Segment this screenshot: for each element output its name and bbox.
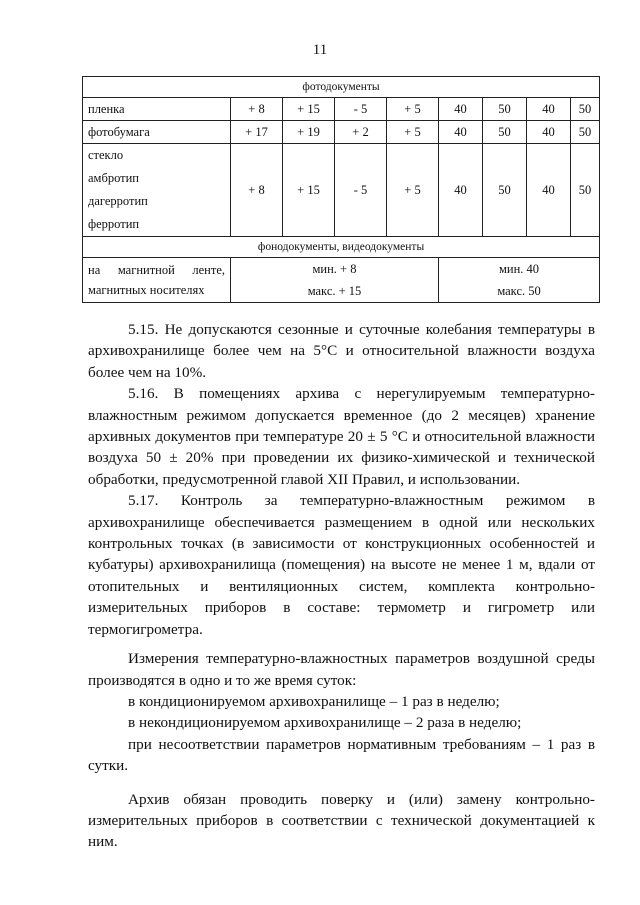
row-name: пленка — [83, 98, 231, 121]
list-item: при несоответствии параметров нормативным требованиям – 1 раз в сутки. — [88, 735, 595, 775]
hum-min: мин. 40 — [499, 262, 540, 276]
table-cell: + 2 — [335, 121, 387, 144]
body-text — [88, 319, 595, 853]
table-row — [83, 121, 600, 144]
table-cell: + 5 — [387, 98, 439, 121]
row-name: ферротип — [88, 217, 140, 231]
table-cell: 40 — [527, 121, 571, 144]
table-cell: 40 — [527, 144, 571, 237]
temp-max: макс. + 15 — [307, 284, 362, 298]
table-cell: 50 — [483, 98, 527, 121]
section-photo-header: фотодокументы — [83, 77, 600, 98]
table-cell: + 5 — [387, 121, 439, 144]
table-cell: - 5 — [335, 144, 387, 237]
list-item: в некондиционируемом архивохранилище – 2 раза в неделю; — [128, 714, 522, 732]
row-name: стекло — [88, 148, 124, 162]
paragraph-5-16: 5.16. В помещениях архива с нерегулируемым температурно-влажностным режимом допускается временное (до 2 месяцев) хранение архивных документов при температуре 20 ± 5 °С и относительной влажности воздуха 50 ± 20% при проведении их физико-химической и технической обработки, предусмотренной главой XII Правил, и использовании. — [88, 385, 595, 488]
list-item: в кондиционируемом архивохранилище – 1 раз в неделю; — [128, 692, 500, 710]
table-section-header — [83, 77, 600, 98]
table-row — [83, 144, 600, 237]
table-cell: 40 — [439, 98, 483, 121]
temperature-range-cell — [231, 258, 439, 303]
table-cell: + 8 — [231, 144, 283, 237]
paragraph-measurements: Измерения температурно-влажностных параметров воздушной среды производятся в одно и то же время суток: — [88, 650, 595, 689]
table-cell: - 5 — [335, 98, 387, 121]
row-name: амбротип — [88, 171, 139, 185]
table-section-header — [83, 237, 600, 258]
row-name: дагерротип — [88, 194, 148, 208]
page-number: 11 — [312, 42, 328, 58]
paragraph-5-15: 5.15. Не допускаются сезонные и суточные колебания температуры в архивохранилище более чем на 5°С и относительной влажности воздуха более чем на 10%. — [88, 321, 595, 381]
hum-max: макс. 50 — [497, 284, 541, 298]
paragraph-archive-duty: Архив обязан проводить поверку и (или) замену контрольно-измерительных приборов в соответствии с технической документацией к ним. — [88, 790, 595, 851]
table-cell: 40 — [439, 121, 483, 144]
table-cell: 50 — [571, 98, 600, 121]
paragraph-5-17: 5.17. Контроль за температурно-влажностным режимом в архивохранилище обеспечивается размещением в одной или нескольких контрольных точках (в зависимости от конструкционных особенностей и кубатуры) архивохранилища (помещения) на высоте не менее 1 м, вдали от отопительных и вентиляционных систем, комплекта контрольно-измерительных приборов в составе: термометр и гигрометр или термогигрометра. — [88, 492, 595, 638]
table-cell: + 19 — [283, 121, 335, 144]
table-cell: + 17 — [231, 121, 283, 144]
row-name: фотобумага — [83, 121, 231, 144]
table-cell: + 15 — [283, 98, 335, 121]
section-phono-header: фонодокументы, видеодокументы — [83, 237, 600, 258]
table-cell: + 15 — [283, 144, 335, 237]
table-cell: 50 — [571, 144, 600, 237]
row-name: на магнитной ленте, магнитных носителях — [83, 258, 231, 303]
glass-names-cell — [83, 144, 231, 237]
temp-min: мин. + 8 — [312, 262, 357, 276]
humidity-range-cell — [439, 258, 600, 303]
table-cell: 50 — [483, 121, 527, 144]
table-cell: 40 — [439, 144, 483, 237]
table-cell: 50 — [483, 144, 527, 237]
table-row — [83, 98, 600, 121]
table-cell: + 8 — [231, 98, 283, 121]
table-cell: 40 — [527, 98, 571, 121]
table-cell: + 5 — [387, 144, 439, 237]
table-cell: 50 — [571, 121, 600, 144]
table-row — [83, 258, 600, 303]
storage-conditions-table — [82, 76, 600, 303]
